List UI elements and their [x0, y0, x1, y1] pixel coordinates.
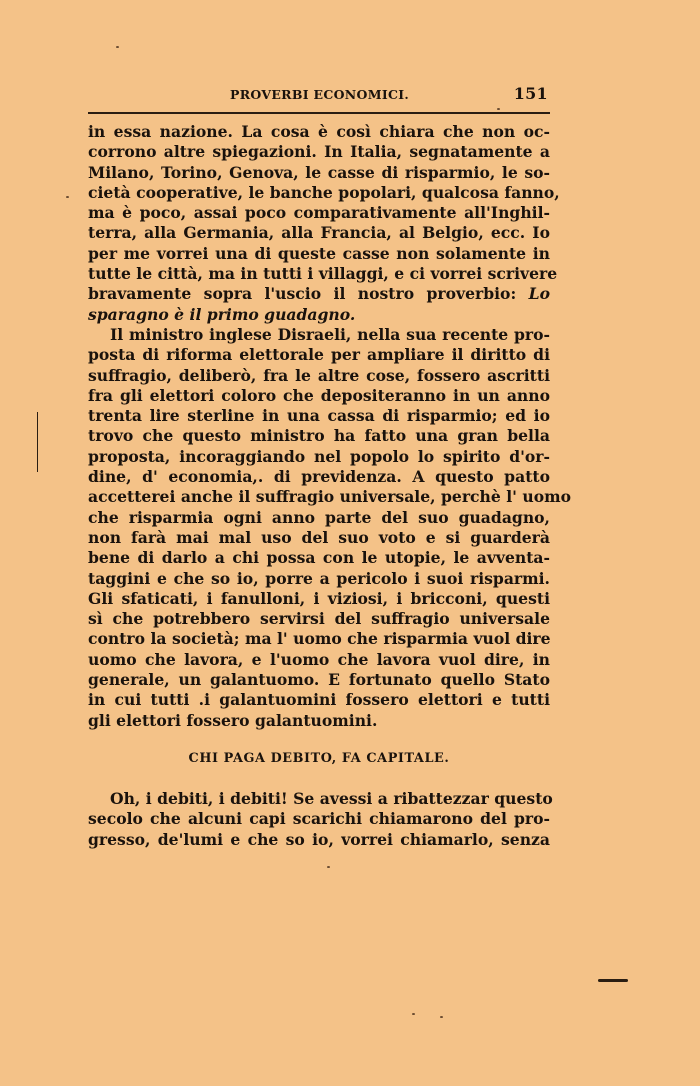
text-line: proposta, incoraggiando nel popolo lo spirito d'or-	[88, 446, 550, 466]
text-line: bene di darlo a chi possa con le utopie, le avventa-	[88, 548, 550, 568]
text-line: Oh, i debiti, i debiti! Se avessi a ribattezzar questo	[110, 788, 553, 808]
paper-speck	[497, 108, 500, 110]
section-heading: CHI PAGA DEBITO, FA CAPITALE.	[188, 750, 450, 766]
text-line: cietà cooperative, le banche popolari, qualcosa fanno,	[88, 182, 560, 202]
text-line: contro la società; ma l' uomo che risparmia vuol dire	[88, 629, 551, 649]
text-line: che risparmia ogni anno parte del suo guadagno,	[88, 507, 550, 527]
text-line: secolo che alcuni capi scarichi chiamarono del pro-	[88, 809, 550, 829]
text-line	[88, 284, 550, 304]
text-line: Gli sfaticati, i fanulloni, i viziosi, i bricconi, questi	[88, 588, 550, 608]
text-line: accetterei anche il suffragio universale, perchè l' uomo	[88, 487, 571, 507]
text-line: per me vorrei una di queste casse non solamente in	[88, 243, 550, 263]
paper-speck	[412, 1013, 415, 1015]
text-line: suffragio, deliberò, fra le altre cose, fossero ascritti	[88, 365, 550, 385]
text-line: sì che potrebbero servirsi del suffragio universale	[88, 609, 550, 629]
paper-speck	[440, 1016, 443, 1018]
paper-speck	[116, 46, 119, 48]
text-line: tutte le città, ma in tutti i villaggi, e ci vorrei scrivere	[88, 264, 558, 284]
text-line: ma è poco, assai poco comparativamente all'Inghil-	[88, 203, 550, 223]
text-line: generale, un galantuomo. E fortunato quello Stato	[88, 670, 550, 690]
running-title: PROVERBI ECONOMICI.	[230, 87, 410, 102]
text-line: Milano, Torino, Genova, le casse di risparmio, le so-	[88, 162, 550, 182]
text-line: in essa nazione. La cosa è così chiara che non oc-	[88, 122, 550, 141]
text-line: Il ministro inglese Disraeli, nella sua recente pro-	[110, 324, 550, 344]
text-line: terra, alla Germania, alla Francia, al Belgio, ecc. Io	[88, 223, 550, 243]
text-line: gresso, de'lumi e che so io, vorrei chiamarlo, senza	[88, 829, 550, 849]
text-line: trenta lire sterline in una cassa di risparmio; ed io	[88, 406, 550, 426]
paper-speck	[66, 196, 69, 198]
body-text	[88, 122, 571, 850]
margin-pencil-mark	[37, 412, 38, 472]
text-line: dine, d' economia,. di previdenza. A questo patto	[88, 467, 550, 487]
text-segment: bravamente sopra l'uscio il nostro proverbio:	[88, 284, 517, 304]
text-line: corrono altre spiegazioni. In Italia, segnatamente a	[88, 142, 550, 162]
book-page	[88, 84, 571, 849]
header-rule	[88, 112, 550, 114]
page-number: 151	[513, 84, 548, 103]
text-line: uomo che lavora, e l'uomo che lavora vuol dire, in	[88, 649, 550, 669]
text-line: gli elettori fossero galantuomini.	[88, 710, 378, 730]
text-line: taggini e che so io, porre a pericolo i suoi risparmi.	[88, 568, 550, 588]
margin-dash	[598, 979, 628, 982]
paragraph-1	[88, 122, 560, 325]
text-line: in cui tutti .i galantuomini fossero elettori e tutti	[88, 690, 550, 710]
running-header	[88, 84, 550, 110]
italic-proverb-start: Lo	[528, 284, 550, 304]
italic-proverb: sparagno è il primo guadagno.	[88, 304, 356, 324]
paper-speck	[327, 866, 330, 868]
text-line: trovo che questo ministro ha fatto una gran bella	[88, 426, 550, 446]
text-line: non farà mai mal uso del suo voto e si guarderà	[88, 527, 550, 547]
paragraph-3	[88, 788, 553, 850]
paragraph-2	[88, 324, 571, 731]
text-line: fra gli elettori coloro che depositeranno in un anno	[88, 385, 550, 405]
text-line: posta di riforma elettorale per ampliare il diritto di	[88, 345, 550, 365]
